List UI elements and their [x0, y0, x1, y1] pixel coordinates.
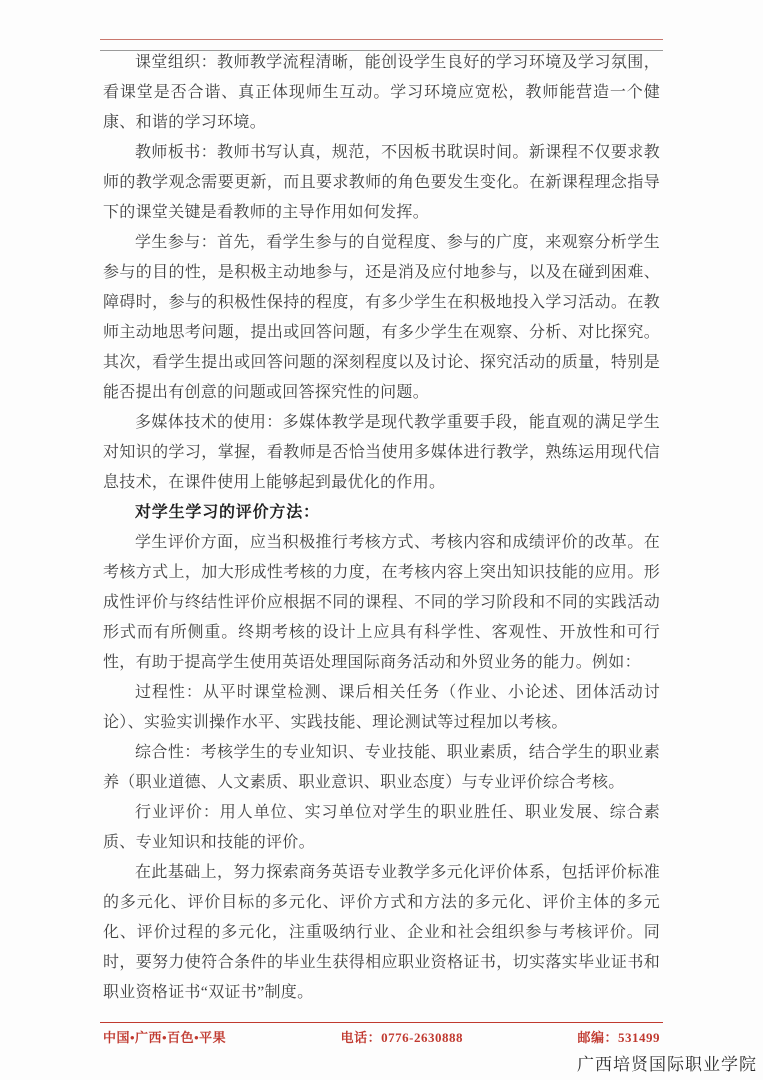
footer-postcode: 邮编：531499: [577, 1030, 660, 1045]
footer-address: 中国•广西•百色•平果: [103, 1030, 227, 1045]
page-footer: [103, 1027, 660, 1046]
header-rule-red: [100, 39, 663, 40]
paragraph-industry-evaluation: 行业评价：用人单位、实习单位对学生的职业胜任、职业发展、综合素质、专业知识和技能的评价。: [103, 804, 660, 851]
document-body: [103, 48, 660, 1008]
paragraph-classroom-organization: 课堂组织：教师教学流程清晰，能创设学生良好的学习环境及学习氛围，看课堂是否合谐、真正体现师生互动。学习环境应宽松，教师能营造一个健康、和谐的学习环境。: [103, 54, 660, 131]
paragraph-teacher-board-writing: 教师板书：教师书写认真，规范，不因板书耽误时间。新课程不仅要求教师的教学观念需要更新，而且要求教师的角色要发生变化。在新课程理念指导下的课堂关键是看教师的主导作用如何发挥。: [103, 144, 660, 221]
paragraph-student-evaluation: 学生评价方面，应当积极推行考核方式、考核内容和成绩评价的改革。在考核方式上，加大形成性考核的力度，在考核内容上突出知识技能的应用。形成性评价与终结性评价应根据不同的课程、不同的学习阶段和不同的实践活动形式而有所侧重。终期考核的设计上应具有科学性、客观性、开放性和可行性，有助于提高学生使用英语处理国际商务活动和外贸业务的能力。例如：: [103, 534, 660, 671]
footer-phone: 电话：0776-2630888: [340, 1030, 463, 1045]
paragraph-comprehensive-evaluation: 综合性：考核学生的专业知识、专业技能、职业素质，结合学生的职业素养（职业道德、人文素质、职业意识、职业态度）与专业评价综合考核。: [103, 744, 660, 791]
paragraph-diversified-evaluation-system: 在此基础上，努力探索商务英语专业教学多元化评价体系，包括评价标准的多元化、评价目标的多元化、评价方式和方法的多元化、评价主体的多元化、评价过程的多元化，注重吸纳行业、企业和社会组织参与考核评价。同时，要努力使符合条件的毕业生获得相应职业资格证书，切实落实毕业证书和职业资格证书“双证书”制度。: [103, 864, 660, 1001]
footer-rule: [100, 1022, 663, 1023]
school-name-watermark: 广西培贤国际职业学院: [577, 1055, 757, 1074]
paragraph-multimedia-use: 多媒体技术的使用：多媒体教学是现代教学重要手段，能直观的满足学生对知识的学习，掌握，看教师是否恰当使用多媒体进行教学，熟练运用现代信息技术，在课件使用上能够起到最优化的作用。: [103, 414, 660, 491]
paragraph-student-participation: 学生参与：首先，看学生参与的自觉程度、参与的广度，来观察分析学生参与的目的性，是积极主动地参与，还是消及应付地参与，以及在碰到困难、障碍时，参与的积极性保持的程度，有多少学生在积极地投入学习活动。在教师主动地思考问题，提出或回答问题，有多少学生在观察、分析、对比探究。其次，看学生提出或回答问题的深刻程度以及讨论、探究活动的质量，特别是能否提出有创意的问题或回答探究性的问题。: [103, 234, 660, 401]
section-heading-evaluation-methods: 对学生学习的评价方法：: [135, 504, 320, 521]
paragraph-process-evaluation: 过程性：从平时课堂检测、课后相关任务（作业、小论述、团体活动讨论）、实验实训操作水平、实践技能、理论测试等过程加以考核。: [103, 684, 660, 731]
